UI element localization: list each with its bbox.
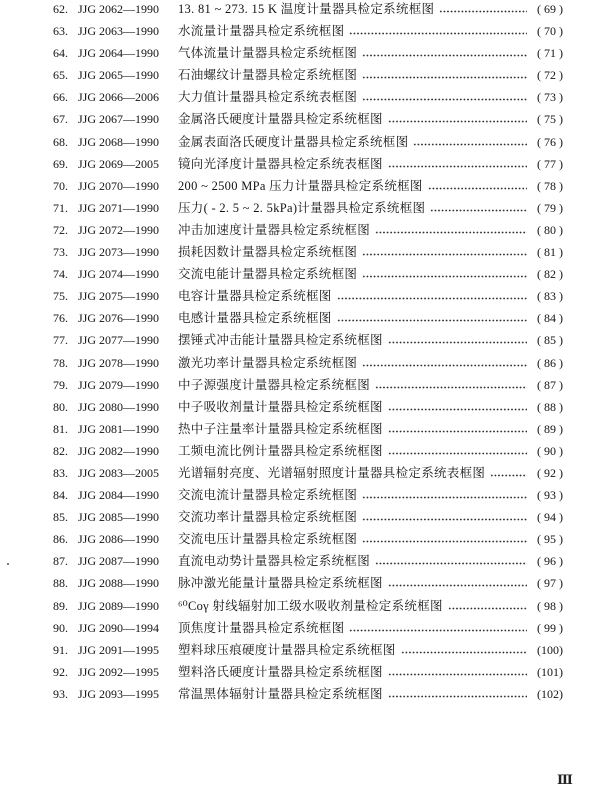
entry-number: 89.: [53, 598, 68, 613]
table-of-contents: [53, 0, 563, 705]
entry-number: 77.: [53, 333, 68, 348]
entry-title: 顶焦度计量器具检定系统框图: [178, 620, 345, 635]
dot-leader: [362, 515, 527, 521]
dot-leader: [362, 73, 527, 79]
entry-title: 光谱辐射亮度、光谱辐射照度计量器具检定系统表框图: [178, 465, 486, 480]
standard-code: JJG 2087—1990: [78, 554, 160, 569]
dot-leader: [448, 604, 527, 610]
dot-leader: [388, 338, 527, 344]
dot-leader: [388, 449, 527, 455]
standard-code: JJG 2075—1990: [78, 289, 160, 304]
dot-leader: [362, 272, 527, 278]
dot-leader: [362, 95, 527, 101]
page-reference: ( 94 ): [537, 510, 563, 525]
toc-entry: [53, 0, 563, 20]
standard-code: JJG 2092—1995: [78, 664, 160, 679]
entry-number: 69.: [53, 156, 68, 171]
toc-entry: [53, 528, 563, 550]
toc-entry: [53, 175, 563, 197]
dot-leader: [375, 559, 527, 565]
standard-code: JJG 2082—1990: [78, 443, 160, 458]
toc-entry: [53, 683, 563, 705]
dot-leader: [401, 648, 527, 654]
page-reference: ( 81 ): [537, 245, 563, 260]
toc-entry: [53, 131, 563, 153]
page-reference: ( 89 ): [537, 421, 563, 436]
page-reference: ( 98 ): [537, 598, 563, 613]
entry-number: 67.: [53, 112, 68, 127]
page-reference: ( 80 ): [537, 222, 563, 237]
standard-code: JJG 2070—1990: [78, 178, 160, 193]
entry-number: 79.: [53, 377, 68, 392]
dot-leader: [362, 493, 527, 499]
toc-entry: [53, 352, 563, 374]
entry-number: 90.: [53, 620, 68, 635]
page-reference: ( 73 ): [537, 90, 563, 105]
standard-code: JJG 2084—1990: [78, 488, 160, 503]
entry-number: 81.: [53, 421, 68, 436]
page-reference: ( 77 ): [537, 156, 563, 171]
page-reference: ( 72 ): [537, 68, 563, 83]
standard-code: JJG 2090—1994: [78, 620, 160, 635]
entry-title: 水流量计量器具检定系统框图: [178, 24, 345, 39]
entry-number: 86.: [53, 532, 68, 547]
page-reference: (101): [537, 664, 563, 679]
dot-leader: [375, 228, 527, 234]
entry-number: 71.: [53, 200, 68, 215]
toc-entry: [53, 197, 563, 219]
page-reference: (102): [537, 686, 563, 701]
entry-title: 气体流量计量器具检定系统框图: [178, 46, 358, 61]
entry-number: 66.: [53, 90, 68, 105]
standard-code: JJG 2063—1990: [78, 24, 160, 39]
entry-title: 交流电压计量器具检定系统框图: [178, 532, 358, 547]
toc-entry: [53, 263, 563, 285]
entry-title: 脉冲激光能量计量器具检定系统框图: [178, 576, 383, 591]
page-reference: ( 93 ): [537, 488, 563, 503]
standard-code: JJG 2080—1990: [78, 399, 160, 414]
entry-number: 76.: [53, 311, 68, 326]
dot-leader: [388, 670, 527, 676]
dot-leader: [413, 140, 527, 146]
page-reference: ( 71 ): [537, 46, 563, 61]
standard-code: JJG 2079—1990: [78, 377, 160, 392]
page-reference: ( 75 ): [537, 112, 563, 127]
standard-code: JJG 2091—1995: [78, 642, 160, 657]
entry-title: 压力( - 2. 5 ~ 2. 5kPa)计量器具检定系统框图: [178, 200, 426, 215]
entry-number: 87.: [53, 554, 68, 569]
dot-leader: [375, 383, 527, 389]
standard-code: JJG 2074—1990: [78, 267, 160, 282]
dot-leader: [349, 29, 527, 35]
standard-code: JJG 2078—1990: [78, 355, 160, 370]
page-reference: ( 95 ): [537, 532, 563, 547]
entry-title: 塑料洛氏硬度计量器具检定系统框图: [178, 664, 383, 679]
page-reference: ( 70 ): [537, 24, 563, 39]
entry-title: 激光功率计量器具检定系统框图: [178, 355, 358, 370]
entry-title: 交流电流计量器具检定系统框图: [178, 488, 358, 503]
toc-entry: [53, 572, 563, 594]
toc-entry: [53, 285, 563, 307]
page-reference: ( 78 ): [537, 178, 563, 193]
entry-title: 中子吸收剂量计量器具检定系统框图: [178, 399, 383, 414]
page-reference: ( 90 ): [537, 443, 563, 458]
dot-leader: [337, 294, 527, 300]
toc-entry: [53, 617, 563, 639]
standard-code: JJG 2077—1990: [78, 333, 160, 348]
entry-number: 65.: [53, 68, 68, 83]
entry-title: 塑料球压痕硬度计量器具检定系统框图: [178, 642, 396, 657]
entry-number: 72.: [53, 222, 68, 237]
standard-code: JJG 2064—1990: [78, 46, 160, 61]
page-reference: (100): [537, 642, 563, 657]
standard-code: JJG 2083—2005: [78, 465, 160, 480]
standard-code: JJG 2085—1990: [78, 510, 160, 525]
entry-title: 交流电能计量器具检定系统框图: [178, 267, 358, 282]
dot-leader: [388, 162, 527, 168]
entry-number: 93.: [53, 686, 68, 701]
standard-code: JJG 2068—1990: [78, 134, 160, 149]
entry-number: 68.: [53, 134, 68, 149]
page-reference: ( 84 ): [537, 311, 563, 326]
page-reference: ( 83 ): [537, 289, 563, 304]
entry-number: 64.: [53, 46, 68, 61]
toc-entry: [53, 484, 563, 506]
toc-entry: [53, 219, 563, 241]
dot-leader: [362, 361, 527, 367]
page-reference: ( 82 ): [537, 267, 563, 282]
entry-number: 82.: [53, 443, 68, 458]
toc-entry: [53, 506, 563, 528]
dot-leader: [362, 250, 527, 256]
standard-code: JJG 2093—1995: [78, 686, 160, 701]
entry-title: 摆锤式冲击能计量器具检定系统框图: [178, 333, 383, 348]
toc-entry: [53, 42, 563, 64]
entry-number: 63.: [53, 24, 68, 39]
dot-leader: [388, 117, 527, 123]
toc-entry: [53, 307, 563, 329]
entry-title: 冲击加速度计量器具检定系统框图: [178, 222, 371, 237]
entry-title: 损耗因数计量器具检定系统框图: [178, 245, 358, 260]
standard-code: JJG 2071—1990: [78, 200, 160, 215]
toc-entry: [53, 108, 563, 130]
dot-leader: [337, 316, 527, 322]
toc-entry: [53, 661, 563, 683]
entry-number: 62.: [53, 2, 68, 16]
page-reference: ( 88 ): [537, 399, 563, 414]
entry-title: ⁶⁰Coγ 射线辐射加工级水吸收剂量检定系统框图: [178, 598, 443, 613]
toc-entry: [53, 20, 563, 42]
dot-leader: [430, 206, 527, 212]
page-reference: ( 76 ): [537, 134, 563, 149]
scan-speck: [7, 563, 9, 565]
entry-title: 200 ~ 2500 MPa 压力计量器具检定系统框图: [178, 178, 423, 193]
dot-leader: [428, 184, 527, 190]
toc-entry: [53, 86, 563, 108]
toc-entry: [53, 64, 563, 86]
dot-leader: [362, 537, 527, 543]
entry-number: 84.: [53, 488, 68, 503]
toc-entry: [53, 329, 563, 351]
entry-number: 91.: [53, 642, 68, 657]
entry-title: 石油螺纹计量器具检定系统框图: [178, 68, 358, 83]
standard-code: JJG 2088—1990: [78, 576, 160, 591]
toc-entry: [53, 241, 563, 263]
toc-entry: [53, 374, 563, 396]
standard-code: JJG 2065—1990: [78, 68, 160, 83]
entry-number: 92.: [53, 664, 68, 679]
toc-entry: [53, 440, 563, 462]
standard-code: JJG 2066—2006: [78, 90, 160, 105]
page-reference: ( 87 ): [537, 377, 563, 392]
standard-code: JJG 2089—1990: [78, 598, 160, 613]
page-reference: ( 85 ): [537, 333, 563, 348]
page-reference: ( 97 ): [537, 576, 563, 591]
page-reference: ( 69 ): [537, 2, 563, 16]
dot-leader: [388, 405, 527, 411]
entry-number: 83.: [53, 465, 68, 480]
toc-entry: [53, 595, 563, 617]
standard-code: JJG 2076—1990: [78, 311, 160, 326]
entry-title: 金属洛氏硬度计量器具检定系统框图: [178, 112, 383, 127]
entry-title: 常温黑体辐射计量器具检定系统框图: [178, 686, 383, 701]
entry-number: 88.: [53, 576, 68, 591]
page-reference: ( 86 ): [537, 355, 563, 370]
toc-entry: [53, 418, 563, 440]
toc-entry: [53, 639, 563, 661]
standard-code: JJG 2069—2005: [78, 156, 160, 171]
page-reference: ( 96 ): [537, 554, 563, 569]
entry-title: 中子源强度计量器具检定系统框图: [178, 377, 371, 392]
entry-title: 直流电动势计量器具检定系统框图: [178, 554, 371, 569]
dot-leader: [388, 581, 527, 587]
entry-title: 电容计量器具检定系统框图: [178, 289, 332, 304]
entry-title: 热中子注量率计量器具检定系统框图: [178, 421, 383, 436]
dot-leader: [388, 692, 527, 698]
dot-leader: [349, 626, 527, 632]
page-number: Ⅲ: [557, 773, 573, 788]
toc-entry: [53, 153, 563, 175]
page-reference: ( 99 ): [537, 620, 563, 635]
standard-code: JJG 2086—1990: [78, 532, 160, 547]
entry-number: 80.: [53, 399, 68, 414]
entry-title: 镜向光泽度计量器具检定系统表框图: [178, 156, 383, 171]
entry-number: 78.: [53, 355, 68, 370]
toc-entry: [53, 462, 563, 484]
dot-leader: [439, 7, 527, 13]
dot-leader: [362, 51, 527, 57]
entry-title: 金属表面洛氏硬度计量器具检定系统框图: [178, 134, 409, 149]
entry-title: 大力值计量器具检定系统表框图: [178, 90, 358, 105]
standard-code: JJG 2073—1990: [78, 245, 160, 260]
standard-code: JJG 2072—1990: [78, 222, 160, 237]
entry-number: 73.: [53, 245, 68, 260]
entry-title: 电感计量器具检定系统框图: [178, 311, 332, 326]
toc-entry: [53, 550, 563, 572]
page-reference: ( 79 ): [537, 200, 563, 215]
entry-title: 13. 81 ~ 273. 15 K 温度计量器具检定系统框图: [178, 2, 435, 16]
entry-number: 74.: [53, 267, 68, 282]
toc-entry: [53, 396, 563, 418]
entry-title: 工频电流比例计量器具检定系统框图: [178, 443, 383, 458]
entry-title: 交流功率计量器具检定系统框图: [178, 510, 358, 525]
entry-number: 85.: [53, 510, 68, 525]
standard-code: JJG 2067—1990: [78, 112, 160, 127]
dot-leader: [388, 427, 527, 433]
dot-leader: [490, 471, 527, 477]
entry-number: 70.: [53, 178, 68, 193]
entry-number: 75.: [53, 289, 68, 304]
standard-code: JJG 2081—1990: [78, 421, 160, 436]
standard-code: JJG 2062—1990: [78, 2, 160, 16]
page-reference: ( 92 ): [537, 465, 563, 480]
